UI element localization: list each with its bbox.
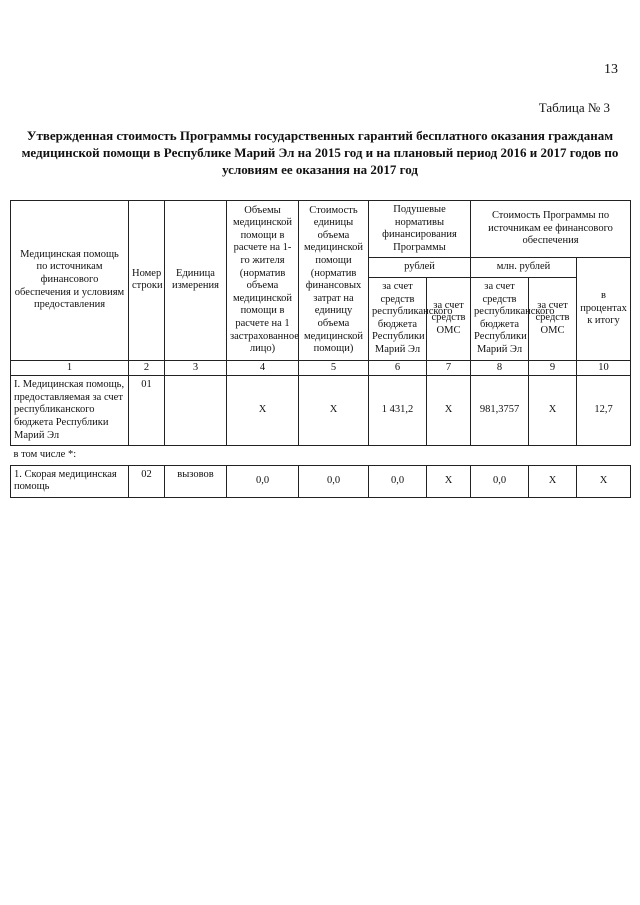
- column-number: 4: [227, 360, 299, 376]
- row-unit-cost: 0,0: [299, 465, 369, 497]
- header-cost-budget: за счет средств республиканского бюджета Республики Марий Эл: [471, 277, 529, 360]
- in-that-number-row: [11, 446, 631, 466]
- header-per-capita-norms: Подушевые нормативы финансирования Программы: [369, 201, 471, 258]
- header-line-number: Номер строки: [129, 201, 165, 361]
- row-norm-budget: 0,0: [369, 465, 427, 497]
- header-norms-budget: за счет средств республиканского бюджета Республики Марий Эл: [369, 277, 427, 360]
- header-cost-oms: за счет средств ОМС: [529, 277, 577, 360]
- table-row: [11, 376, 631, 446]
- header-assistance: Медицинская помощь по источникам финансового обеспечения и условиям предоставления: [11, 201, 129, 361]
- table-label: Таблица № 3: [538, 100, 610, 115]
- row-name: 1. Скорая медицинская помощь: [11, 465, 129, 497]
- row-cost-oms: X: [529, 376, 577, 446]
- column-number: 6: [369, 360, 427, 376]
- header-unit-cost: Стоимость единицы объема медицинской помощи (норматив финансовых затрат на единицу объема медицинской помощи): [299, 201, 369, 361]
- document-title: Утвержденная стоимость Программы государственных гарантий бесплатного оказания гражданам медицинской помощи в Республике Марий Эл на 2015 год и на плановый период 2016 и 2017 годов по условиям ее оказания на 2017 год: [21, 128, 619, 177]
- column-number: 7: [427, 360, 471, 376]
- column-number: 5: [299, 360, 369, 376]
- row-norm-oms: X: [427, 376, 471, 446]
- row-volume: 0,0: [227, 465, 299, 497]
- column-number: 10: [577, 360, 631, 376]
- header-program-cost: Стоимость Программы по источникам ее финансового обеспечения: [471, 201, 631, 258]
- row-percent: X: [577, 465, 631, 497]
- row-name: I. Медицинская помощь, предоставляемая за счет республиканского бюджета Республики Марий Эл: [11, 376, 129, 446]
- column-number: 1: [11, 360, 129, 376]
- row-cost-budget: 0,0: [471, 465, 529, 497]
- header-cost-unit: млн. рублей: [471, 258, 577, 278]
- row-unit-cost: X: [299, 376, 369, 446]
- row-line-number: 02: [129, 465, 165, 497]
- row-unit: вызовов: [165, 465, 227, 497]
- table-row: [11, 465, 631, 497]
- page-number: 13: [604, 62, 618, 77]
- header-percent: в процентах к итогу: [577, 258, 631, 360]
- row-percent: 12,7: [577, 376, 631, 446]
- in-that-number-label: в том числе *:: [11, 446, 631, 466]
- column-number: 3: [165, 360, 227, 376]
- row-line-number: 01: [129, 376, 165, 446]
- column-number: 9: [529, 360, 577, 376]
- program-cost-table: [10, 200, 631, 498]
- row-volume: X: [227, 376, 299, 446]
- row-cost-oms: X: [529, 465, 577, 497]
- header-volume: Объемы медицинской помощи в расчете на 1-го жителя (норматив объема медицинской помощи в расчете на 1 застрахованное лицо): [227, 201, 299, 361]
- column-number: 2: [129, 360, 165, 376]
- row-norm-oms: X: [427, 465, 471, 497]
- header-norms-unit: рублей: [369, 258, 471, 278]
- column-number: 8: [471, 360, 529, 376]
- column-number-row: [11, 360, 631, 376]
- header-norms-oms: за счет средств ОМС: [427, 277, 471, 360]
- row-norm-budget: 1 431,2: [369, 376, 427, 446]
- row-unit: [165, 376, 227, 446]
- row-cost-budget: 981,3757: [471, 376, 529, 446]
- header-unit: Единица измерения: [165, 201, 227, 361]
